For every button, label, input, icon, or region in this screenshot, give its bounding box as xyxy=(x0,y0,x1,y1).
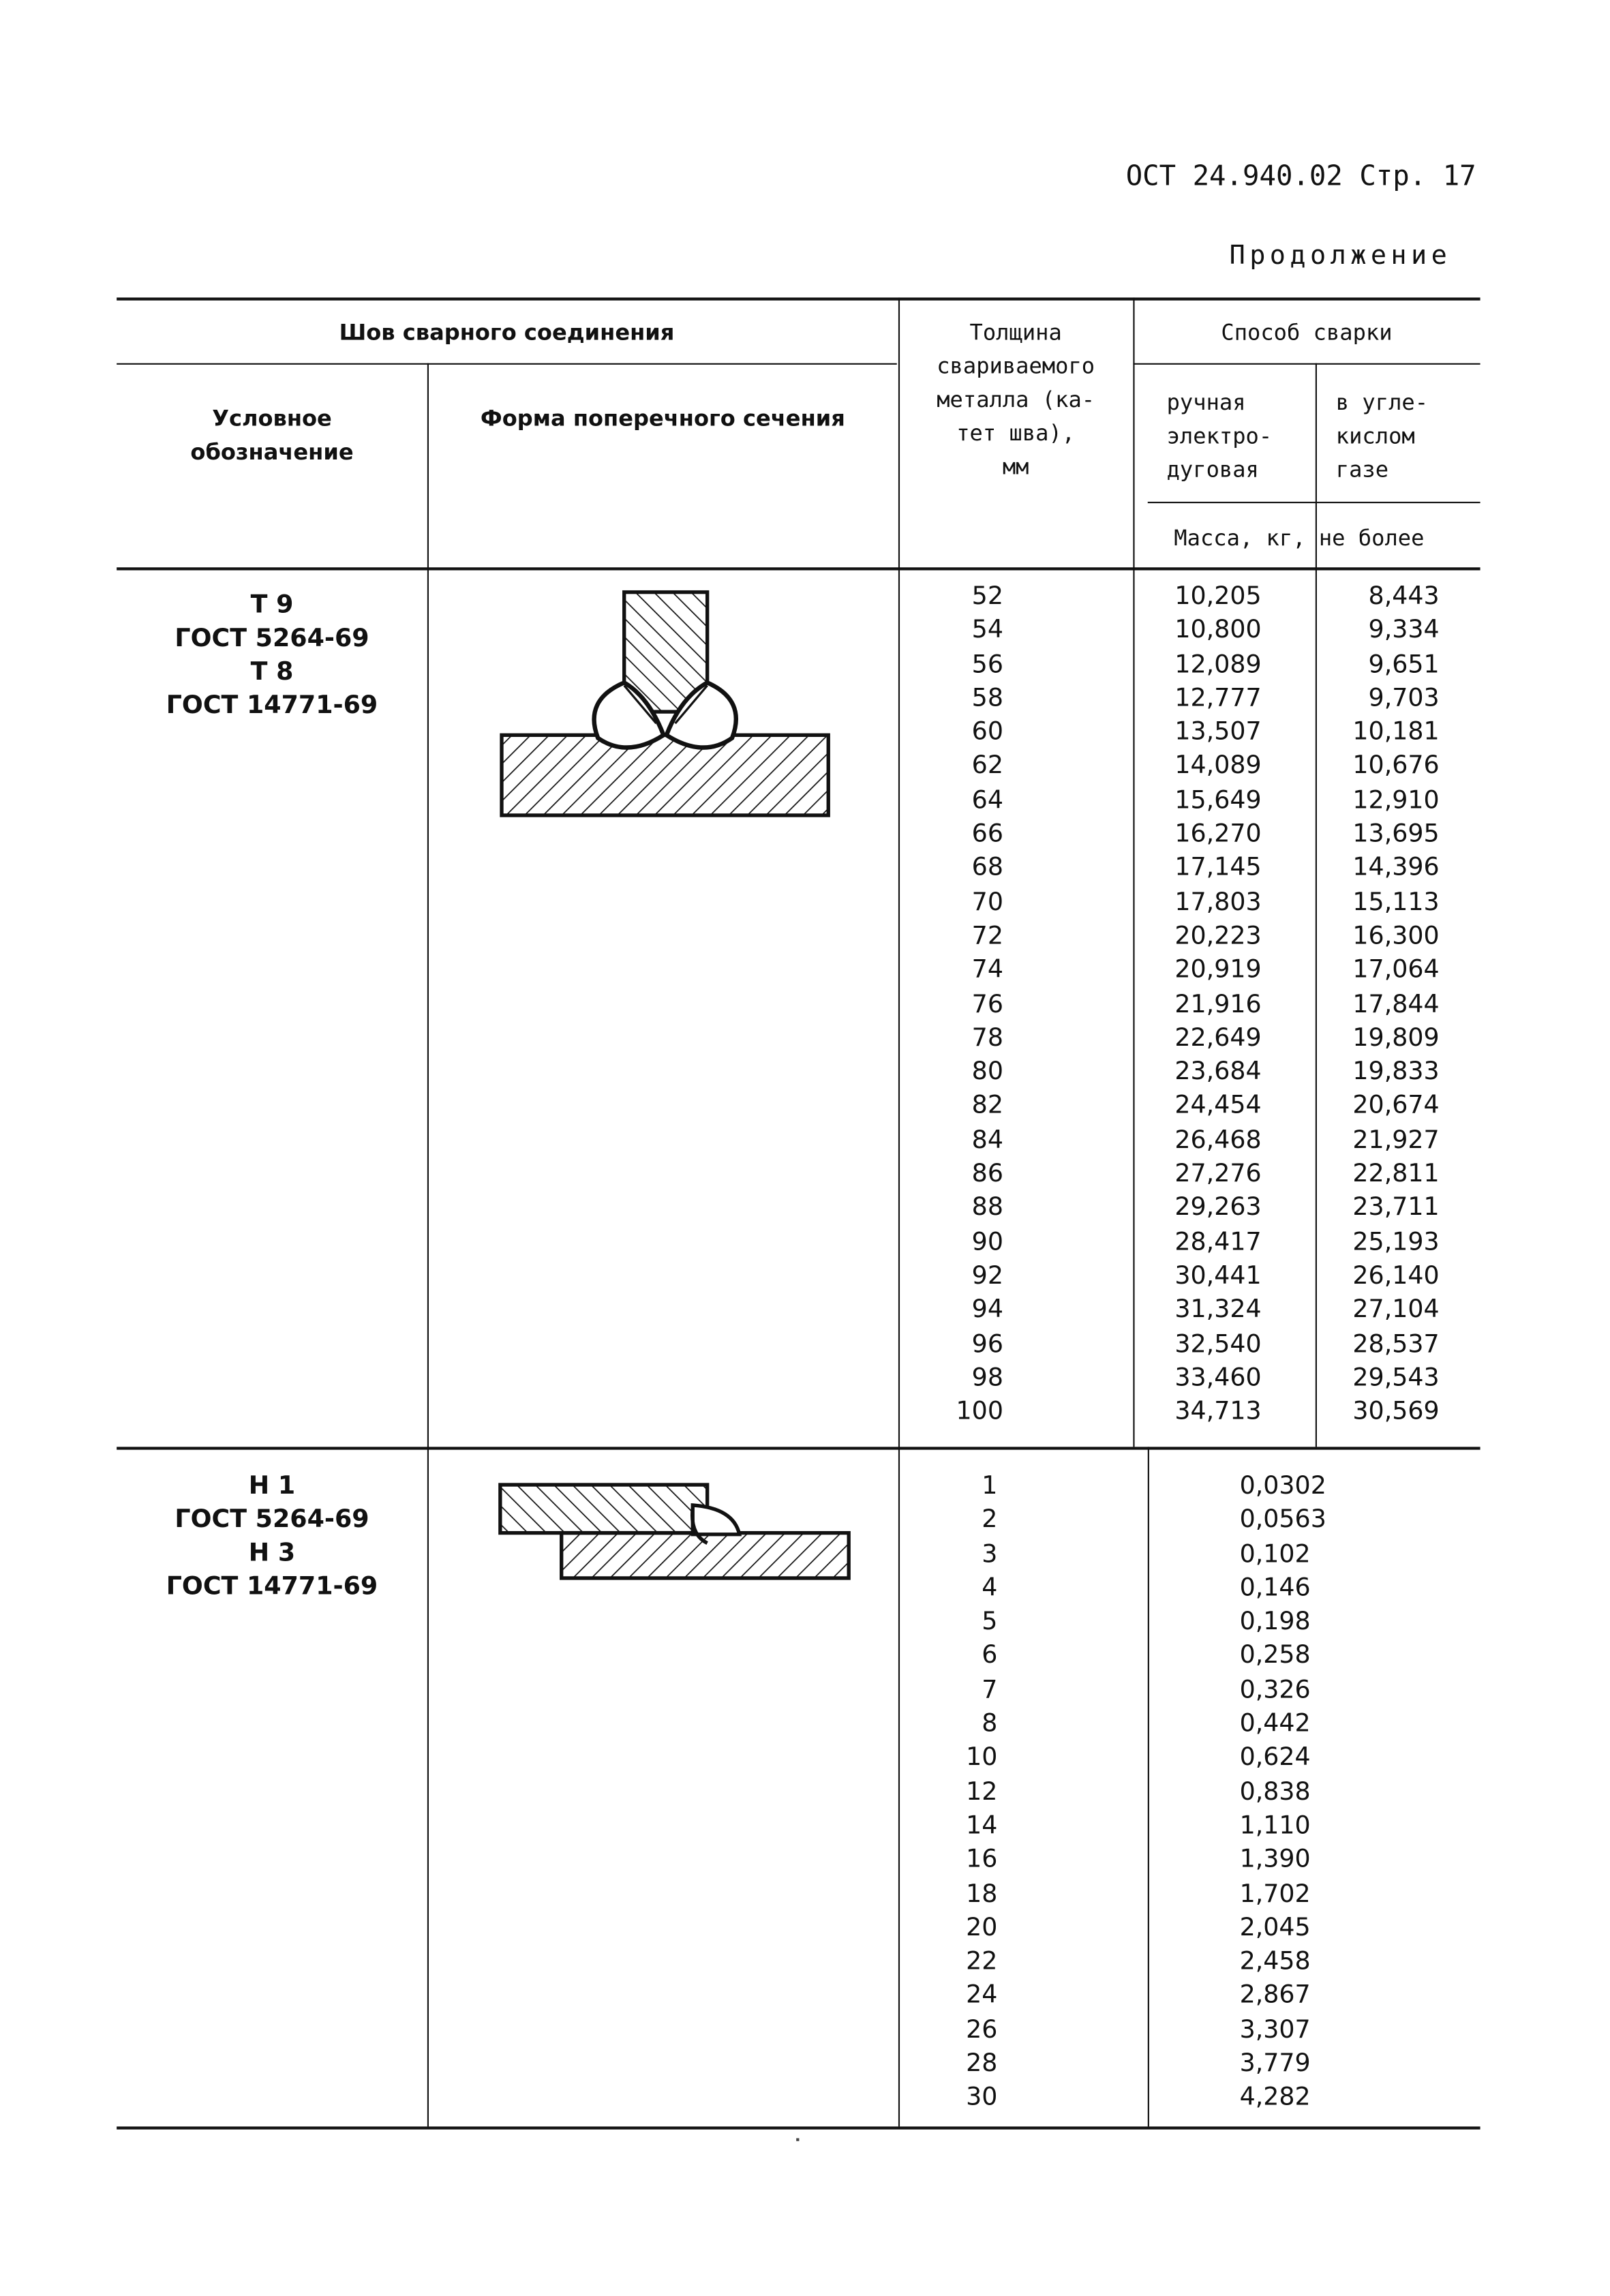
upper-plate xyxy=(500,1485,708,1533)
co2-mass-cell: 17,844 xyxy=(1352,989,1440,1019)
header-cross-section: Форма поперечного сечения xyxy=(480,405,845,432)
thickness-cell: 4 xyxy=(982,1573,998,1603)
co2-mass-cell: 19,809 xyxy=(1352,1023,1440,1053)
t-joint-cross-section xyxy=(496,584,838,824)
manual-mass-cell: 33,460 xyxy=(1174,1363,1262,1393)
thickness-cell: 24 xyxy=(966,1981,998,2011)
mass-cell: 4,282 xyxy=(1239,2083,1311,2113)
thickness-cell: 7 xyxy=(982,1675,998,1705)
block-separator xyxy=(117,1447,1480,1449)
thickness-cell: 28 xyxy=(966,2049,998,2079)
co2-mass-cell: 15,113 xyxy=(1352,888,1440,918)
mass-cell: 2,867 xyxy=(1239,1981,1311,2011)
thickness-cell: 30 xyxy=(966,2083,998,2113)
header-manual: ручная электро- дуговая xyxy=(1166,389,1273,483)
co2-mass-cell: 17,064 xyxy=(1352,955,1440,985)
mass-cell: 1,702 xyxy=(1239,1879,1311,1909)
thickness-cell: 6 xyxy=(982,1641,998,1671)
header-weld-seam: Шов сварного соединения xyxy=(339,319,675,346)
manual-mass-cell: 13,507 xyxy=(1174,718,1262,747)
block1-manual-column xyxy=(1133,581,1261,1430)
fillet-weld xyxy=(693,1505,739,1535)
thickness-cell: 5 xyxy=(982,1607,998,1637)
col-divider-1 xyxy=(427,363,429,2127)
block2-thickness-column xyxy=(898,1470,997,2116)
header-designation: Условное обозначение xyxy=(190,405,354,466)
manual-mass-cell: 24,454 xyxy=(1174,1091,1262,1121)
thickness-cell: 98 xyxy=(971,1363,1003,1393)
co2-mass-cell: 8,443 xyxy=(1368,581,1440,611)
base-plate xyxy=(502,735,828,815)
thickness-cell: 62 xyxy=(971,751,1003,781)
thickness-cell: 3 xyxy=(982,1539,998,1569)
header-mass: Масса, кг, не более xyxy=(1174,525,1425,552)
mass-cell: 0,838 xyxy=(1239,1777,1311,1807)
co2-mass-cell: 13,695 xyxy=(1352,819,1440,849)
mass-cell: 0,198 xyxy=(1239,1607,1311,1637)
mass-cell: 3,779 xyxy=(1239,2049,1311,2079)
scan-speck xyxy=(796,2139,799,2141)
header-subdivider-right xyxy=(1133,363,1480,365)
thickness-cell: 68 xyxy=(971,854,1003,883)
thickness-cell: 18 xyxy=(966,1879,998,1909)
manual-mass-cell: 23,684 xyxy=(1174,1057,1262,1087)
thickness-cell: 54 xyxy=(971,616,1003,646)
mass-cell: 0,442 xyxy=(1239,1709,1311,1739)
thickness-cell: 10 xyxy=(966,1743,998,1773)
co2-mass-cell: 29,543 xyxy=(1352,1363,1440,1393)
co2-mass-cell: 25,193 xyxy=(1352,1227,1440,1257)
thickness-cell: 94 xyxy=(971,1295,1003,1325)
thickness-cell: 56 xyxy=(971,650,1003,680)
thickness-cell: 14 xyxy=(966,1811,998,1841)
table-bottom-border xyxy=(117,2126,1480,2129)
thickness-cell: 78 xyxy=(971,1023,1003,1053)
manual-mass-cell: 28,417 xyxy=(1174,1227,1262,1257)
co2-mass-cell: 26,140 xyxy=(1352,1261,1440,1291)
thickness-cell: 20 xyxy=(966,1913,998,1943)
manual-mass-cell: 27,276 xyxy=(1174,1160,1262,1189)
thickness-cell: 16 xyxy=(966,1845,998,1875)
thickness-cell: 26 xyxy=(966,2015,998,2045)
header-co2: в угле- кислом газе xyxy=(1335,389,1429,483)
mass-cell: 1,110 xyxy=(1239,1811,1311,1841)
thickness-cell: 86 xyxy=(971,1160,1003,1189)
thickness-cell: 74 xyxy=(971,955,1003,985)
co2-mass-cell: 28,537 xyxy=(1352,1329,1440,1359)
mass-cell: 0,0302 xyxy=(1239,1471,1326,1501)
header-welding-method: Способ сварки xyxy=(1221,319,1393,346)
thickness-cell: 88 xyxy=(971,1193,1003,1223)
manual-mass-cell: 26,468 xyxy=(1174,1126,1262,1155)
mass-cell: 0,0563 xyxy=(1239,1505,1326,1535)
header-subdivider-left xyxy=(117,363,897,365)
thickness-cell: 70 xyxy=(971,888,1003,918)
manual-mass-cell: 29,263 xyxy=(1174,1193,1262,1223)
co2-mass-cell: 12,910 xyxy=(1352,785,1440,815)
mass-subdivider xyxy=(1148,502,1480,503)
manual-mass-cell: 17,145 xyxy=(1174,854,1262,883)
block1-thickness-column xyxy=(898,581,1003,1430)
manual-mass-cell: 12,089 xyxy=(1174,650,1262,680)
thickness-cell: 100 xyxy=(956,1397,1003,1427)
thickness-cell: 1 xyxy=(982,1471,998,1501)
continuation-label: Продолжение xyxy=(1229,241,1452,271)
mass-cell: 3,307 xyxy=(1239,2015,1311,2045)
mass-cell: 0,326 xyxy=(1239,1675,1311,1705)
thickness-cell: 90 xyxy=(971,1227,1003,1257)
co2-mass-cell: 9,334 xyxy=(1368,616,1440,646)
thickness-cell: 82 xyxy=(971,1091,1003,1121)
manual-mass-cell: 15,649 xyxy=(1174,785,1262,815)
co2-mass-cell: 19,833 xyxy=(1352,1057,1440,1087)
table-top-border xyxy=(117,297,1480,300)
mass-cell: 2,045 xyxy=(1239,1913,1311,1943)
thickness-cell: 84 xyxy=(971,1126,1003,1155)
mass-cell: 2,458 xyxy=(1239,1947,1311,1977)
mass-cell: 0,624 xyxy=(1239,1743,1311,1773)
mass-cell: 1,390 xyxy=(1239,1845,1311,1875)
thickness-cell: 12 xyxy=(966,1777,998,1807)
mass-cell: 0,258 xyxy=(1239,1641,1311,1671)
co2-mass-cell: 9,703 xyxy=(1368,684,1440,713)
manual-mass-cell: 21,916 xyxy=(1174,989,1262,1019)
block1-designation: Т 9 ГОСТ 5264-69 Т 8 ГОСТ 14771-69 xyxy=(166,590,378,721)
block2-designation: Н 1 ГОСТ 5264-69 Н 3 ГОСТ 14771-69 xyxy=(166,1471,378,1602)
co2-mass-cell: 30,569 xyxy=(1352,1397,1440,1427)
header-thickness: Толщина свариваемого металла (ка- тет шва), мм xyxy=(937,319,1095,480)
co2-mass-cell: 22,811 xyxy=(1352,1160,1440,1189)
thickness-cell: 8 xyxy=(982,1709,998,1739)
co2-mass-cell: 10,181 xyxy=(1352,718,1440,747)
manual-mass-cell: 30,441 xyxy=(1174,1261,1262,1291)
manual-mass-cell: 14,089 xyxy=(1174,751,1262,781)
thickness-cell: 60 xyxy=(971,718,1003,747)
manual-mass-cell: 10,800 xyxy=(1174,616,1262,646)
thickness-cell: 2 xyxy=(982,1505,998,1535)
thickness-cell: 92 xyxy=(971,1261,1003,1291)
manual-mass-cell: 31,324 xyxy=(1174,1295,1262,1325)
manual-mass-cell: 12,777 xyxy=(1174,684,1262,713)
thickness-cell: 64 xyxy=(971,785,1003,815)
manual-mass-cell: 16,270 xyxy=(1174,819,1262,849)
manual-mass-cell: 20,919 xyxy=(1174,955,1262,985)
block2-mass-column xyxy=(1240,1470,1386,2116)
thickness-cell: 52 xyxy=(971,581,1003,611)
manual-mass-cell: 10,205 xyxy=(1174,581,1262,611)
col-divider-3b xyxy=(1148,1447,1149,2126)
manual-mass-cell: 20,223 xyxy=(1174,922,1262,951)
co2-mass-cell: 20,674 xyxy=(1352,1091,1440,1121)
co2-mass-cell: 23,711 xyxy=(1352,1193,1440,1223)
lap-joint-cross-section xyxy=(489,1476,861,1592)
header-bottom-border xyxy=(117,567,1480,570)
thickness-cell: 22 xyxy=(966,1947,998,1977)
mass-cell: 0,146 xyxy=(1239,1573,1311,1603)
block1-co2-column xyxy=(1316,581,1440,1430)
lower-plate xyxy=(562,1533,849,1578)
thickness-cell: 66 xyxy=(971,819,1003,849)
manual-mass-cell: 22,649 xyxy=(1174,1023,1262,1053)
manual-mass-cell: 17,803 xyxy=(1174,888,1262,918)
co2-mass-cell: 21,927 xyxy=(1352,1126,1440,1155)
co2-mass-cell: 9,651 xyxy=(1368,650,1440,680)
co2-mass-cell: 16,300 xyxy=(1352,922,1440,951)
manual-mass-cell: 32,540 xyxy=(1174,1329,1262,1359)
co2-mass-cell: 27,104 xyxy=(1352,1295,1440,1325)
co2-mass-cell: 10,676 xyxy=(1352,751,1440,781)
co2-mass-cell: 14,396 xyxy=(1352,854,1440,883)
thickness-cell: 58 xyxy=(971,684,1003,713)
thickness-cell: 76 xyxy=(971,989,1003,1019)
mass-cell: 0,102 xyxy=(1239,1539,1311,1569)
thickness-cell: 80 xyxy=(971,1057,1003,1087)
manual-mass-cell: 34,713 xyxy=(1174,1397,1262,1427)
thickness-cell: 96 xyxy=(971,1329,1003,1359)
thickness-cell: 72 xyxy=(971,922,1003,951)
page-header: ОСТ 24.940.02 Стр. 17 xyxy=(1125,160,1476,193)
